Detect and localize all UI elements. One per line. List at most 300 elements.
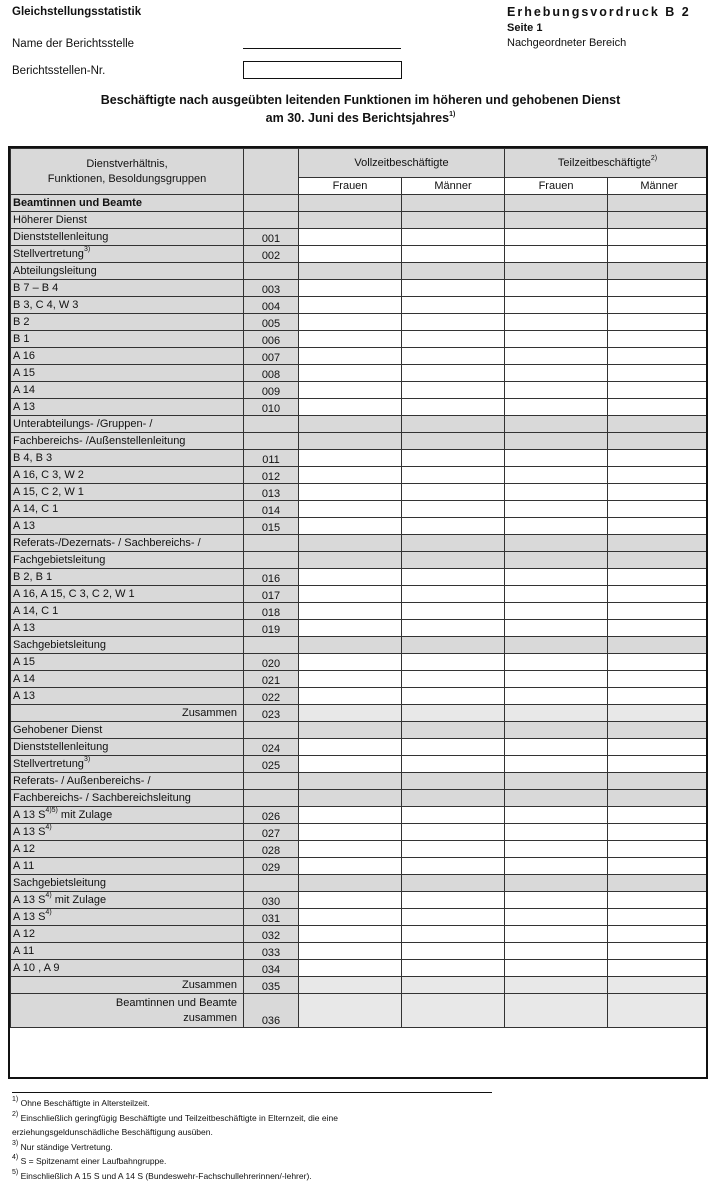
table-row xyxy=(11,484,709,501)
total-cell[interactable] xyxy=(402,994,505,1028)
table-row xyxy=(11,603,709,620)
column-header-number xyxy=(244,149,299,195)
statistic-title: Gleichstellungsstatistik xyxy=(12,6,141,18)
reporting-office-number-field[interactable] xyxy=(243,61,402,79)
input-cell[interactable] xyxy=(505,484,608,501)
sum-cell[interactable] xyxy=(402,977,505,994)
input-cell[interactable] xyxy=(608,756,708,773)
blocked-cell xyxy=(402,637,505,654)
input-cell[interactable] xyxy=(299,246,402,263)
row-number: 011 xyxy=(244,450,299,467)
input-cell[interactable] xyxy=(402,960,505,977)
input-cell[interactable] xyxy=(299,297,402,314)
blocked-cell xyxy=(402,212,505,229)
sum-cell[interactable] xyxy=(505,977,608,994)
row-number xyxy=(244,416,299,433)
row-label: A 14 xyxy=(11,382,244,399)
row-number: 001 xyxy=(244,229,299,246)
table-row xyxy=(11,756,709,773)
input-cell[interactable] xyxy=(299,467,402,484)
row-number: 020 xyxy=(244,654,299,671)
table-row xyxy=(11,773,709,790)
reporting-office-number-label: Berichtsstellen-Nr. xyxy=(12,65,105,77)
input-cell[interactable] xyxy=(505,331,608,348)
input-cell[interactable] xyxy=(299,399,402,416)
input-cell[interactable] xyxy=(402,399,505,416)
total-cell[interactable] xyxy=(505,994,608,1028)
input-cell[interactable] xyxy=(299,892,402,909)
input-cell[interactable] xyxy=(299,943,402,960)
sum-cell[interactable] xyxy=(402,705,505,722)
row-label: Unterabteilungs- /Gruppen- / xyxy=(11,416,244,433)
input-cell[interactable] xyxy=(402,450,505,467)
input-cell[interactable] xyxy=(402,484,505,501)
blocked-cell xyxy=(505,535,608,552)
blocked-cell xyxy=(402,552,505,569)
row-number: 032 xyxy=(244,926,299,943)
blocked-cell xyxy=(402,875,505,892)
input-cell[interactable] xyxy=(299,909,402,926)
column-header-maenner-vollzeit: Männer xyxy=(402,178,505,195)
row-number: 027 xyxy=(244,824,299,841)
row-number xyxy=(244,195,299,212)
input-cell[interactable] xyxy=(505,586,608,603)
row-number xyxy=(244,722,299,739)
row-label: A 13 $S^{4)}$ xyxy=(11,824,244,841)
input-cell[interactable] xyxy=(608,382,708,399)
input-cell[interactable] xyxy=(505,297,608,314)
input-cell[interactable] xyxy=(608,909,708,926)
blocked-cell xyxy=(299,552,402,569)
table-row xyxy=(11,569,709,586)
sum-cell[interactable] xyxy=(505,705,608,722)
input-cell[interactable] xyxy=(299,450,402,467)
input-cell[interactable] xyxy=(505,467,608,484)
total-cell[interactable] xyxy=(608,994,708,1028)
input-cell[interactable] xyxy=(402,382,505,399)
row-label: Höherer Dienst xyxy=(11,212,244,229)
input-cell[interactable] xyxy=(402,280,505,297)
input-cell[interactable] xyxy=(505,943,608,960)
blocked-cell xyxy=(608,416,708,433)
row-label: A 10 , A 9 xyxy=(11,960,244,977)
row-label: Referats- / Außenbereichs- / xyxy=(11,773,244,790)
table-row xyxy=(11,790,709,807)
input-cell[interactable] xyxy=(402,246,505,263)
input-cell[interactable] xyxy=(505,739,608,756)
input-cell[interactable] xyxy=(299,586,402,603)
table-row xyxy=(11,943,709,960)
table-row xyxy=(11,688,709,705)
row-number: 019 xyxy=(244,620,299,637)
blocked-cell xyxy=(299,790,402,807)
table-row xyxy=(11,212,709,229)
row-label: B 7 – B 4 xyxy=(11,280,244,297)
input-cell[interactable] xyxy=(299,331,402,348)
table-row xyxy=(11,654,709,671)
input-cell[interactable] xyxy=(402,654,505,671)
input-cell[interactable] xyxy=(299,739,402,756)
table-row xyxy=(11,433,709,450)
input-cell[interactable] xyxy=(299,518,402,535)
blocked-cell xyxy=(402,433,505,450)
row-label: B 4, B 3 xyxy=(11,450,244,467)
blocked-cell xyxy=(505,790,608,807)
input-cell[interactable] xyxy=(402,858,505,875)
row-number: 004 xyxy=(244,297,299,314)
row-label: B 2 xyxy=(11,314,244,331)
input-cell[interactable] xyxy=(299,960,402,977)
input-cell[interactable] xyxy=(299,756,402,773)
input-cell[interactable] xyxy=(402,501,505,518)
sum-cell[interactable] xyxy=(299,977,402,994)
row-number: 031 xyxy=(244,909,299,926)
input-cell[interactable] xyxy=(608,518,708,535)
blocked-cell xyxy=(402,790,505,807)
input-cell[interactable] xyxy=(402,314,505,331)
input-cell[interactable] xyxy=(608,603,708,620)
row-number: 006 xyxy=(244,331,299,348)
table-row xyxy=(11,637,709,654)
input-cell[interactable] xyxy=(505,960,608,977)
input-cell[interactable] xyxy=(299,688,402,705)
row-number: 007 xyxy=(244,348,299,365)
input-cell[interactable] xyxy=(299,382,402,399)
table-row xyxy=(11,722,709,739)
input-cell[interactable] xyxy=(505,909,608,926)
input-cell[interactable] xyxy=(402,756,505,773)
table-row xyxy=(11,960,709,977)
input-cell[interactable] xyxy=(505,858,608,875)
row-label: Abteilungsleitung xyxy=(11,263,244,280)
footnote: $^{3)}$ Nur ständige Vertretung. xyxy=(12,1140,492,1155)
table-row xyxy=(11,977,709,994)
blocked-cell xyxy=(505,722,608,739)
input-cell[interactable] xyxy=(299,654,402,671)
input-cell[interactable] xyxy=(505,807,608,824)
input-cell[interactable] xyxy=(608,297,708,314)
input-cell[interactable] xyxy=(402,348,505,365)
input-cell[interactable] xyxy=(505,603,608,620)
input-cell[interactable] xyxy=(505,501,608,518)
input-cell[interactable] xyxy=(505,688,608,705)
input-cell[interactable] xyxy=(505,365,608,382)
blocked-cell xyxy=(608,722,708,739)
row-number: 036 xyxy=(244,994,299,1028)
input-cell[interactable] xyxy=(608,688,708,705)
input-cell[interactable] xyxy=(505,314,608,331)
input-cell[interactable] xyxy=(608,280,708,297)
row-number xyxy=(244,773,299,790)
row-number xyxy=(244,433,299,450)
input-cell[interactable] xyxy=(402,824,505,841)
input-cell[interactable] xyxy=(402,926,505,943)
input-cell[interactable] xyxy=(608,586,708,603)
input-cell[interactable] xyxy=(299,926,402,943)
input-cell[interactable] xyxy=(608,739,708,756)
input-cell[interactable] xyxy=(608,943,708,960)
input-cell[interactable] xyxy=(505,280,608,297)
blocked-cell xyxy=(608,535,708,552)
input-cell[interactable] xyxy=(608,960,708,977)
table-row xyxy=(11,229,709,246)
column-header-maenner-teilzeit: Männer xyxy=(608,178,708,195)
input-cell[interactable] xyxy=(299,365,402,382)
input-cell[interactable] xyxy=(402,841,505,858)
row-label: Stellvertretung$^{3)}$ xyxy=(11,246,244,263)
blocked-cell xyxy=(402,416,505,433)
table-row xyxy=(11,705,709,722)
input-cell[interactable] xyxy=(505,518,608,535)
row-label: A 16, C 3, W 2 xyxy=(11,467,244,484)
blocked-cell xyxy=(402,535,505,552)
row-label: A 15 xyxy=(11,654,244,671)
row-label: A 11 xyxy=(11,858,244,875)
input-cell[interactable] xyxy=(505,756,608,773)
row-number xyxy=(244,535,299,552)
input-cell[interactable] xyxy=(402,518,505,535)
input-cell[interactable] xyxy=(505,348,608,365)
input-cell[interactable] xyxy=(608,841,708,858)
blocked-cell xyxy=(402,263,505,280)
blocked-cell xyxy=(608,790,708,807)
input-cell[interactable] xyxy=(402,569,505,586)
row-label: Dienststellenleitung xyxy=(11,229,244,246)
input-cell[interactable] xyxy=(505,654,608,671)
input-cell[interactable] xyxy=(402,229,505,246)
column-header-frauen-vollzeit: Frauen xyxy=(299,178,402,195)
input-cell[interactable] xyxy=(608,229,708,246)
blocked-cell xyxy=(505,212,608,229)
row-number: 008 xyxy=(244,365,299,382)
footnote: $^{2)}$ Einschließlich geringfügig Beschäftigte und Teilzeitbeschäftigte in Elternzeit, die eine xyxy=(12,1111,492,1126)
table-row xyxy=(11,671,709,688)
row-number xyxy=(244,263,299,280)
input-cell[interactable] xyxy=(608,926,708,943)
row-label: A 16, A 15, C 3, C 2, W 1 xyxy=(11,586,244,603)
row-number xyxy=(244,637,299,654)
blocked-cell xyxy=(608,212,708,229)
input-cell[interactable] xyxy=(402,365,505,382)
input-cell[interactable] xyxy=(299,807,402,824)
input-cell[interactable] xyxy=(505,892,608,909)
blocked-cell xyxy=(402,195,505,212)
input-cell[interactable] xyxy=(402,331,505,348)
input-cell[interactable] xyxy=(608,858,708,875)
blocked-cell xyxy=(608,195,708,212)
row-label: Beamtinnen und Beamte xyxy=(11,195,244,212)
input-cell[interactable] xyxy=(608,348,708,365)
table-row xyxy=(11,450,709,467)
input-cell[interactable] xyxy=(505,620,608,637)
blocked-cell xyxy=(299,535,402,552)
blocked-cell xyxy=(402,773,505,790)
row-label: Sachgebietsleitung xyxy=(11,875,244,892)
blocked-cell xyxy=(299,637,402,654)
blocked-cell xyxy=(505,263,608,280)
row-label: A 14 xyxy=(11,671,244,688)
input-cell[interactable] xyxy=(505,450,608,467)
row-label: Zusammen xyxy=(11,977,244,994)
row-label: A 15 xyxy=(11,365,244,382)
input-cell[interactable] xyxy=(608,484,708,501)
input-cell[interactable] xyxy=(608,807,708,824)
table-row xyxy=(11,892,709,909)
table-row xyxy=(11,875,709,892)
row-number xyxy=(244,875,299,892)
input-cell[interactable] xyxy=(402,671,505,688)
input-cell[interactable] xyxy=(505,399,608,416)
row-label: A 13 $S^{4)}$ xyxy=(11,909,244,926)
blocked-cell xyxy=(299,195,402,212)
row-label: Dienststellenleitung xyxy=(11,739,244,756)
row-number xyxy=(244,790,299,807)
input-cell[interactable] xyxy=(299,484,402,501)
row-number: 018 xyxy=(244,603,299,620)
table-row xyxy=(11,297,709,314)
row-number: 021 xyxy=(244,671,299,688)
input-cell[interactable] xyxy=(299,620,402,637)
row-label: Zusammen xyxy=(11,705,244,722)
input-cell[interactable] xyxy=(402,467,505,484)
table-row xyxy=(11,552,709,569)
row-number: 033 xyxy=(244,943,299,960)
form-id: Erhebungsvordruck B 2 xyxy=(507,5,691,19)
table-row xyxy=(11,926,709,943)
input-cell[interactable] xyxy=(402,909,505,926)
input-cell[interactable] xyxy=(299,858,402,875)
row-number: 026 xyxy=(244,807,299,824)
row-label: Fachbereichs- /Außenstellenleitung xyxy=(11,433,244,450)
blocked-cell xyxy=(505,416,608,433)
row-number: 016 xyxy=(244,569,299,586)
input-cell[interactable] xyxy=(505,246,608,263)
input-cell[interactable] xyxy=(299,824,402,841)
input-cell[interactable] xyxy=(299,603,402,620)
input-cell[interactable] xyxy=(608,620,708,637)
input-cell[interactable] xyxy=(505,569,608,586)
blocked-cell xyxy=(299,263,402,280)
table-row xyxy=(11,586,709,603)
row-number: 034 xyxy=(244,960,299,977)
input-cell[interactable] xyxy=(608,246,708,263)
input-cell[interactable] xyxy=(608,365,708,382)
input-cell[interactable] xyxy=(299,229,402,246)
input-cell[interactable] xyxy=(608,399,708,416)
blocked-cell xyxy=(299,722,402,739)
input-cell[interactable] xyxy=(505,229,608,246)
area-label: Nachgeordneter Bereich xyxy=(507,37,626,49)
blocked-cell xyxy=(608,875,708,892)
input-cell[interactable] xyxy=(402,892,505,909)
row-number: 010 xyxy=(244,399,299,416)
row-label: Fachbereichs- / Sachbereichsleitung xyxy=(11,790,244,807)
input-cell[interactable] xyxy=(402,586,505,603)
sum-cell[interactable] xyxy=(608,977,708,994)
row-label: B 2, B 1 xyxy=(11,569,244,586)
input-cell[interactable] xyxy=(608,892,708,909)
input-cell[interactable] xyxy=(608,654,708,671)
footnote: $^{5)}$ Einschließlich A 15 S und A 14 S (Bundeswehr-Fachschullehrerinnen/-lehrer). xyxy=(12,1169,492,1183)
input-cell[interactable] xyxy=(402,620,505,637)
reporting-office-name-field[interactable] xyxy=(243,48,401,49)
row-number: 024 xyxy=(244,739,299,756)
row-number: 003 xyxy=(244,280,299,297)
input-cell[interactable] xyxy=(299,841,402,858)
row-label: A 13 xyxy=(11,688,244,705)
input-cell[interactable] xyxy=(299,569,402,586)
input-cell[interactable] xyxy=(505,671,608,688)
row-label: A 11 xyxy=(11,943,244,960)
input-cell[interactable] xyxy=(608,314,708,331)
row-label: A 13 xyxy=(11,620,244,637)
row-label: Sachgebietsleitung xyxy=(11,637,244,654)
footnote: $^{4)}$ S = Spitzenamt einer Laufbahngruppe. xyxy=(12,1154,492,1169)
input-cell[interactable] xyxy=(402,297,505,314)
input-cell[interactable] xyxy=(299,501,402,518)
row-label: Stellvertretung$^{3)}$ xyxy=(11,756,244,773)
input-cell[interactable] xyxy=(299,671,402,688)
row-number: 028 xyxy=(244,841,299,858)
column-header-frauen-teilzeit: Frauen xyxy=(505,178,608,195)
table-title-line1: Beschäftigte nach ausgeübten leitenden Funktionen im höheren und gehobenen Dienst xyxy=(0,93,721,107)
blocked-cell xyxy=(299,433,402,450)
row-label: A 12 xyxy=(11,926,244,943)
table-row xyxy=(11,518,709,535)
blocked-cell xyxy=(505,433,608,450)
sum-cell[interactable] xyxy=(299,705,402,722)
input-cell[interactable] xyxy=(299,314,402,331)
row-number: 009 xyxy=(244,382,299,399)
row-number: 014 xyxy=(244,501,299,518)
table-row xyxy=(11,535,709,552)
input-cell[interactable] xyxy=(505,841,608,858)
blocked-cell xyxy=(505,637,608,654)
input-cell[interactable] xyxy=(608,671,708,688)
blocked-cell xyxy=(608,433,708,450)
input-cell[interactable] xyxy=(505,382,608,399)
blocked-cell xyxy=(608,263,708,280)
input-cell[interactable] xyxy=(299,348,402,365)
blocked-cell xyxy=(299,416,402,433)
input-cell[interactable] xyxy=(505,926,608,943)
total-cell[interactable] xyxy=(299,994,402,1028)
input-cell[interactable] xyxy=(608,467,708,484)
row-label: A 14, C 1 xyxy=(11,603,244,620)
input-cell[interactable] xyxy=(608,450,708,467)
input-cell[interactable] xyxy=(608,569,708,586)
table-row xyxy=(11,263,709,280)
input-cell[interactable] xyxy=(402,943,505,960)
table-row xyxy=(11,382,709,399)
input-cell[interactable] xyxy=(505,824,608,841)
input-cell[interactable] xyxy=(402,807,505,824)
row-label: Beamtinnen und Beamte zusammen xyxy=(11,994,244,1028)
table-row xyxy=(11,994,709,1028)
input-cell[interactable] xyxy=(402,603,505,620)
input-cell[interactable] xyxy=(402,739,505,756)
input-cell[interactable] xyxy=(608,824,708,841)
input-cell[interactable] xyxy=(299,280,402,297)
statistics-table xyxy=(8,146,708,1079)
input-cell[interactable] xyxy=(402,688,505,705)
blocked-cell xyxy=(402,722,505,739)
input-cell[interactable] xyxy=(608,331,708,348)
blocked-cell xyxy=(608,637,708,654)
sum-cell[interactable] xyxy=(608,705,708,722)
blocked-cell xyxy=(505,195,608,212)
input-cell[interactable] xyxy=(608,501,708,518)
